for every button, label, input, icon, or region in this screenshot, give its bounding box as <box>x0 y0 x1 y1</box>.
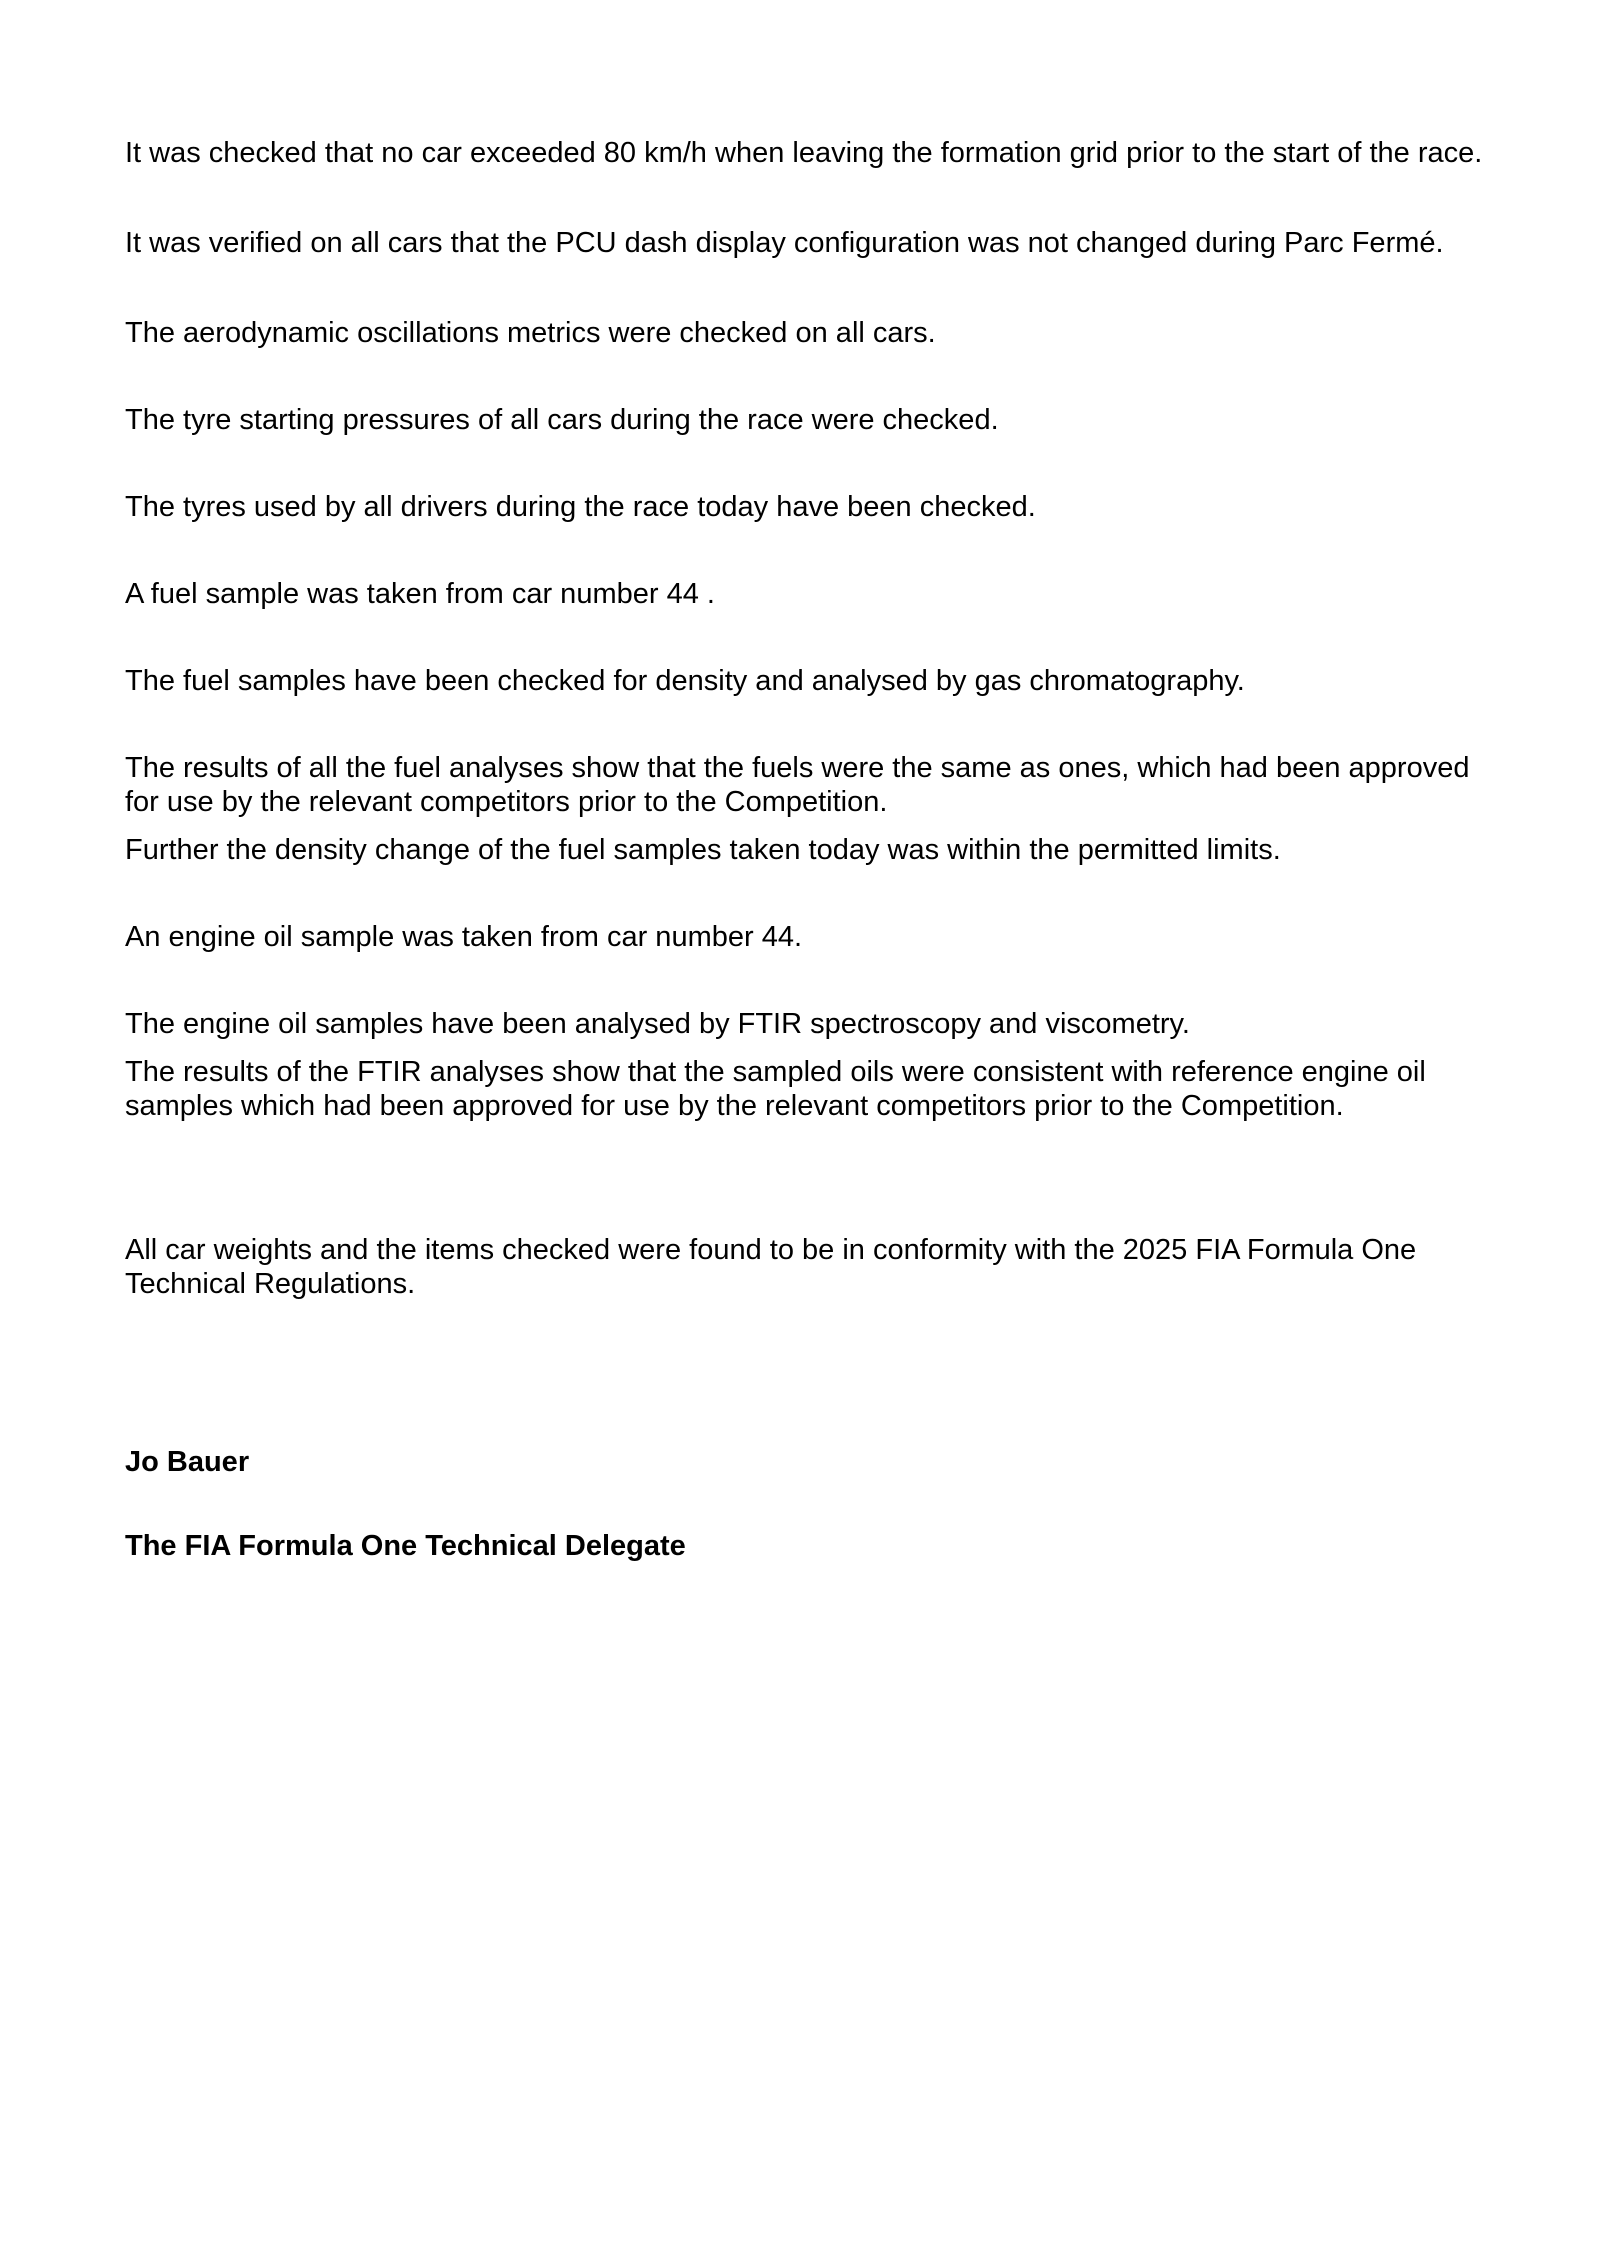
paragraph-fuel-sample: A fuel sample was taken from car number 44 . <box>125 578 715 610</box>
paragraph-conformity: All car weights and the items checked were found to be in conformity with the 2025 FIA Formula One Technical Regulations. <box>125 1234 1417 1300</box>
paragraph-oil-sample: An engine oil sample was taken from car number 44. <box>125 921 803 953</box>
document-body <box>125 136 1485 1563</box>
paragraph-aero-oscillations: The aerodynamic oscillations metrics were checked on all cars. <box>125 317 936 349</box>
signatory-name: Jo Bauer <box>125 1446 250 1478</box>
paragraph-oil-analysis: The engine oil samples have been analysed by FTIR spectroscopy and viscometry. <box>125 1008 1190 1040</box>
paragraph-tyre-pressures: The tyre starting pressures of all cars during the race were checked. <box>125 404 999 436</box>
paragraph-density-change: Further the density change of the fuel samples taken today was within the permitted limits. <box>125 834 1281 866</box>
paragraph-fuel-density: The fuel samples have been checked for density and analysed by gas chromatography. <box>125 665 1245 697</box>
paragraph-speed-check: It was checked that no car exceeded 80 km/h when leaving the formation grid prior to the start of the race. <box>125 137 1483 169</box>
paragraph-pcu-dash: It was verified on all cars that the PCU dash display configuration was not changed during Parc Fermé. <box>125 227 1444 259</box>
paragraph-ftir-results: The results of the FTIR analyses show that the sampled oils were consistent with reference engine oil samples which had been approved for use by the relevant competitors prior to the Competition. <box>125 1056 1426 1122</box>
signatory-title: The FIA Formula One Technical Delegate <box>125 1530 686 1562</box>
paragraph-tyres-used: The tyres used by all drivers during the race today have been checked. <box>125 491 1036 523</box>
paragraph-fuel-results: The results of all the fuel analyses show that the fuels were the same as ones, which had been approved for use by the relevant competitors prior to the Competition. <box>125 752 1470 818</box>
